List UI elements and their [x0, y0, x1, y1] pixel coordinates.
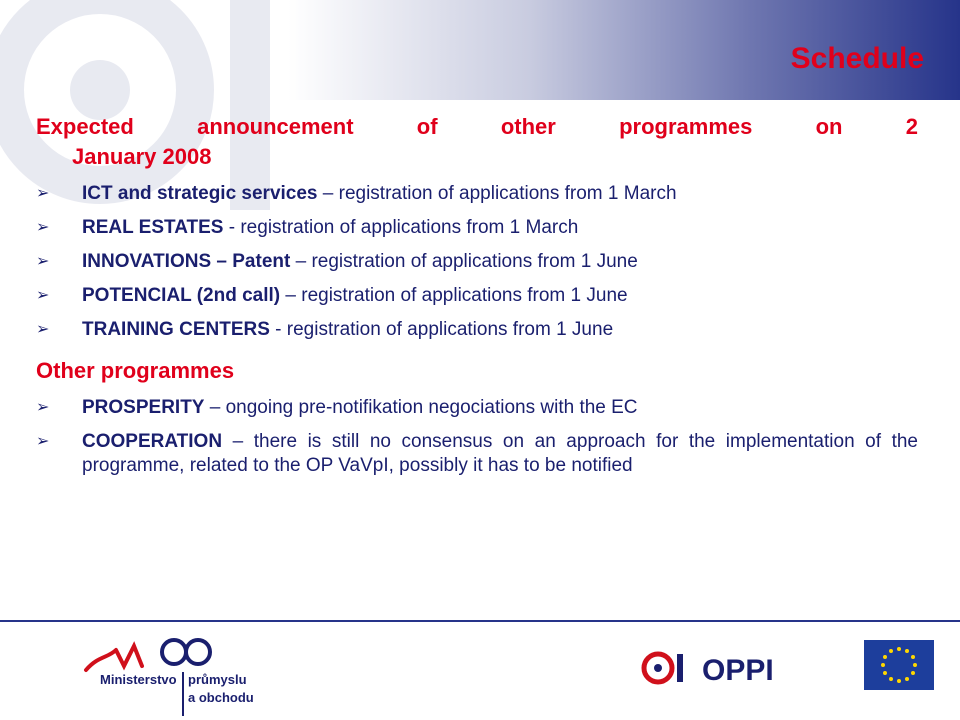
- section1-heading-line1: Expected announcement of other programmes on 2: [36, 114, 918, 139]
- bullet-text: - registration of applications from 1 March: [223, 217, 579, 238]
- bullet-text: – registration of applications from 1 June: [280, 285, 628, 306]
- list-item: [36, 430, 918, 478]
- arrow-bullet-icon: ➢: [36, 253, 50, 270]
- list-item: [36, 318, 918, 342]
- mpo-logo: [78, 636, 268, 716]
- section1-heading-line2: January 2008: [72, 144, 212, 169]
- bullet-bold-label: POTENCIAL (2nd call): [82, 285, 281, 306]
- slide-content: [36, 112, 918, 478]
- arrow-bullet-icon: ➢: [36, 399, 50, 416]
- mpo-logo-line2: průmyslu: [188, 672, 247, 687]
- bullet-bold-label: PROSPERITY: [82, 397, 205, 418]
- bullet-bold-label: ICT and strategic services: [82, 183, 318, 204]
- list-item: [36, 182, 918, 206]
- bullet-bold-label: COOPERATION: [82, 431, 223, 452]
- bullet-text: – registration of applications from 1 March: [317, 183, 677, 204]
- bullet-bold-label: TRAINING CENTERS: [82, 319, 270, 340]
- oppi-logo: [640, 648, 810, 688]
- mpo-logo-line3: a obchodu: [188, 690, 254, 705]
- section2-heading: Other programmes: [36, 358, 235, 383]
- oppi-logo-text: OPPI: [702, 654, 774, 687]
- eu-flag-icon: [864, 640, 934, 690]
- list-item: [36, 250, 918, 274]
- bullet-text: – ongoing pre-notifikation negociations with the EC: [204, 397, 638, 418]
- bullet-bold-label: INNOVATIONS – Patent: [82, 251, 291, 272]
- mpo-logo-line1: Ministerstvo: [100, 672, 177, 687]
- list-item: [36, 284, 918, 308]
- arrow-bullet-icon: ➢: [36, 219, 50, 236]
- slide-title: Schedule: [790, 42, 924, 75]
- arrow-bullet-icon: ➢: [36, 433, 50, 450]
- list-item: [36, 216, 918, 240]
- arrow-bullet-icon: ➢: [36, 321, 50, 338]
- list-item: [36, 396, 918, 420]
- arrow-bullet-icon: ➢: [36, 185, 50, 202]
- footer-divider: [0, 620, 960, 622]
- section1-heading: [36, 112, 918, 172]
- bullet-text: – there is still no consensus on an approach for the implementation of the programme, related to the OP VaVpI, possibly it has to be notified: [82, 431, 918, 476]
- arrow-bullet-icon: ➢: [36, 287, 50, 304]
- bullet-bold-label: REAL ESTATES: [82, 217, 224, 238]
- bullet-text: - registration of applications from 1 June: [269, 319, 614, 340]
- bullet-text: – registration of applications from 1 June: [290, 251, 638, 272]
